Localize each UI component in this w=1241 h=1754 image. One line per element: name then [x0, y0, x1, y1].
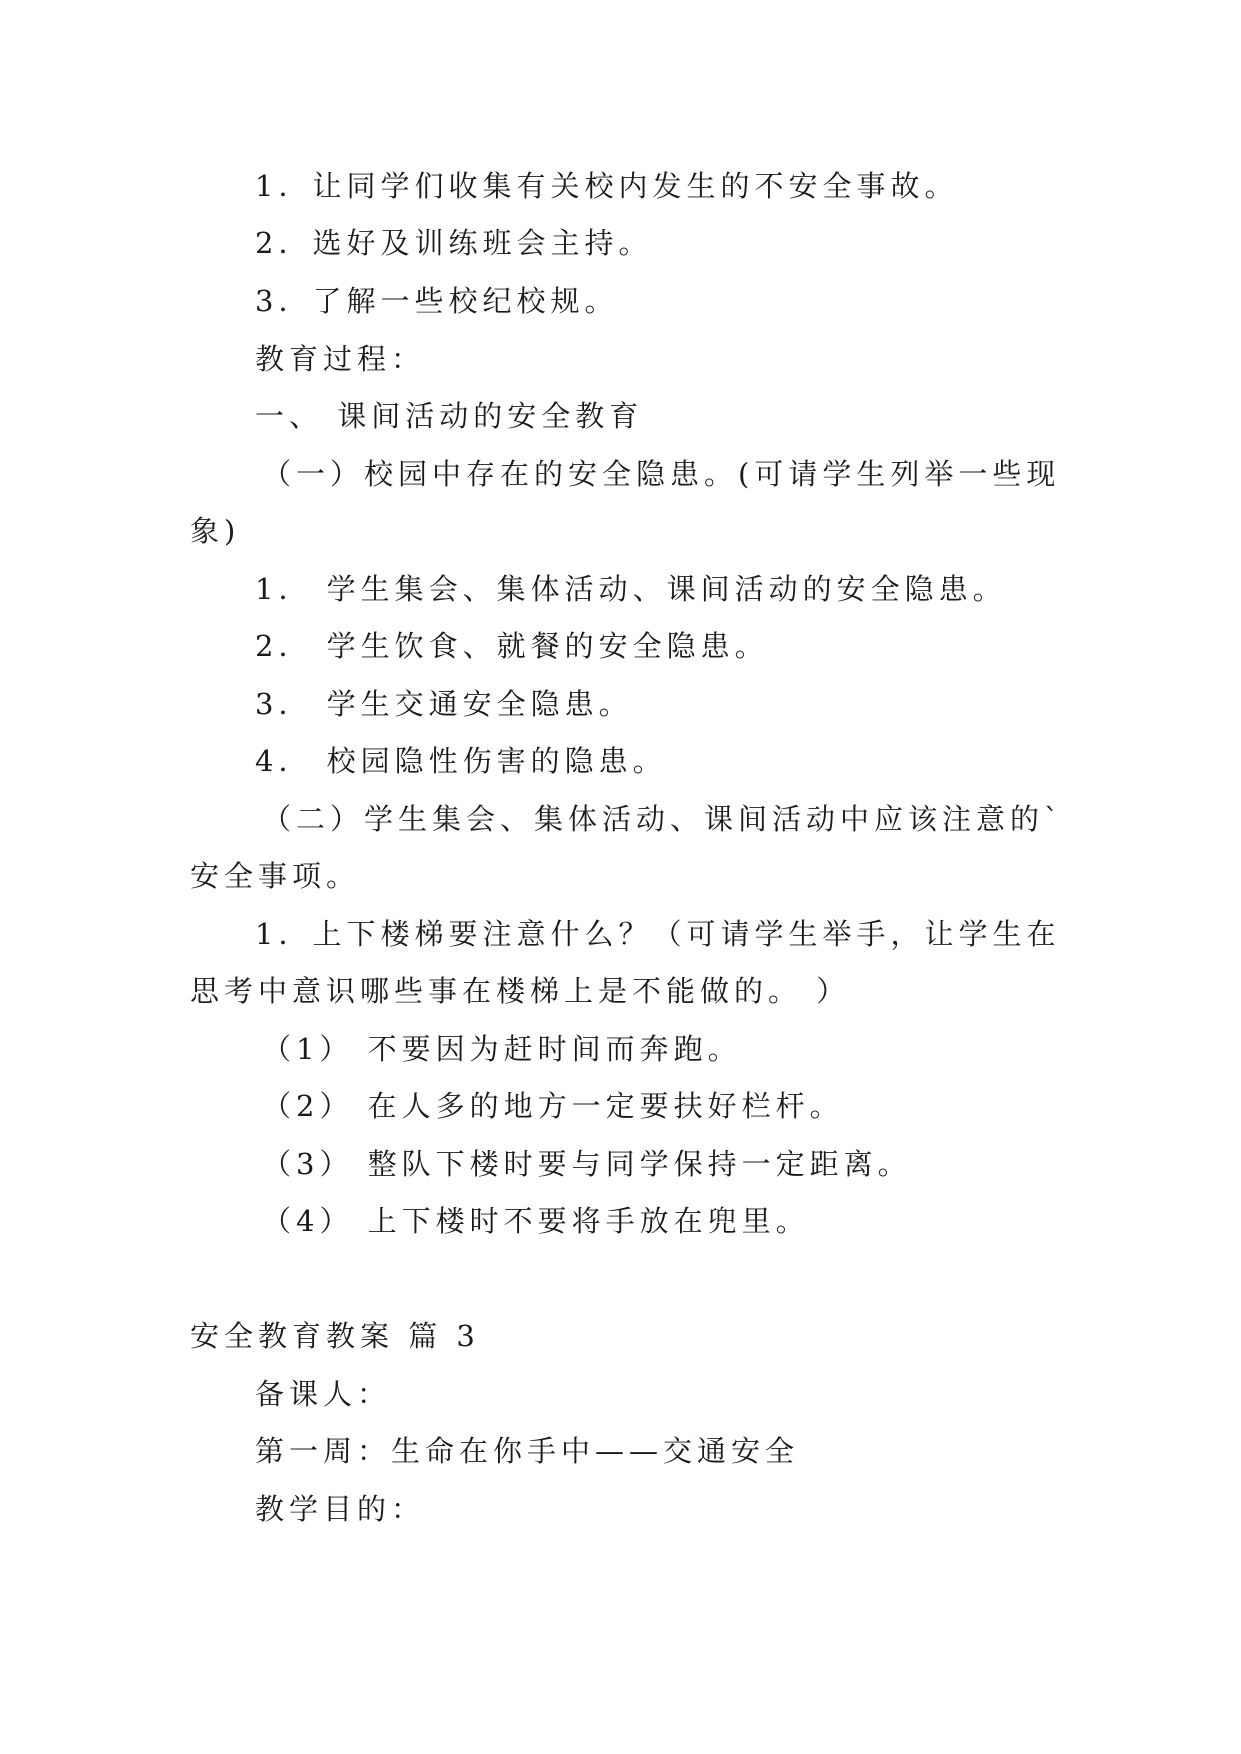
list-item: （1） 不要因为赶时间而奔跑。: [262, 1032, 742, 1066]
list-item: （2） 在人多的地方一定要扶好栏杆。: [262, 1089, 844, 1123]
list-item: 3． 学生交通安全隐患。: [255, 687, 633, 721]
list-item: （4） 上下楼时不要将手放在兜里。: [262, 1204, 810, 1238]
text-line: 1．上下楼梯要注意什么？（可请学生举手，让学生在: [255, 917, 1061, 951]
section-heading: 一、 课间活动的安全教育: [255, 399, 644, 433]
text-line: （二）学生集会、集体活动、课间活动中应该注意的`: [262, 802, 1064, 836]
text-line: 第一周：生命在你手中——交通安全: [255, 1434, 800, 1468]
text-line: 2．选好及训练班会主持。: [255, 226, 653, 260]
list-item: 2． 学生饮食、就餐的安全隐患。: [255, 629, 769, 663]
list-item: （3） 整队下楼时要与同学保持一定距离。: [262, 1147, 912, 1181]
text-line: 教学目的：: [255, 1492, 426, 1526]
list-item: 1． 学生集会、集体活动、课间活动的安全隐患。: [255, 572, 1007, 606]
text-line: 思考中意识哪些事在楼梯上是不能做的。 ）: [190, 974, 851, 1008]
text-line: 3．了解一些校纪校规。: [255, 284, 619, 318]
section-title: 安全教育教案 篇 3: [190, 1319, 480, 1353]
text-line: 1．让同学们收集有关校内发生的不安全事故。: [255, 169, 959, 203]
text-line: 备课人：: [255, 1377, 392, 1411]
text-line: 教育过程：: [255, 342, 426, 376]
text-line: （一）校园中存在的安全隐患。(可请学生列举一些现: [262, 457, 1061, 491]
list-item: 4． 校园隐性伤害的隐患。: [255, 744, 667, 778]
text-line: 安全事项。: [190, 859, 361, 893]
text-line: 象): [190, 514, 241, 548]
